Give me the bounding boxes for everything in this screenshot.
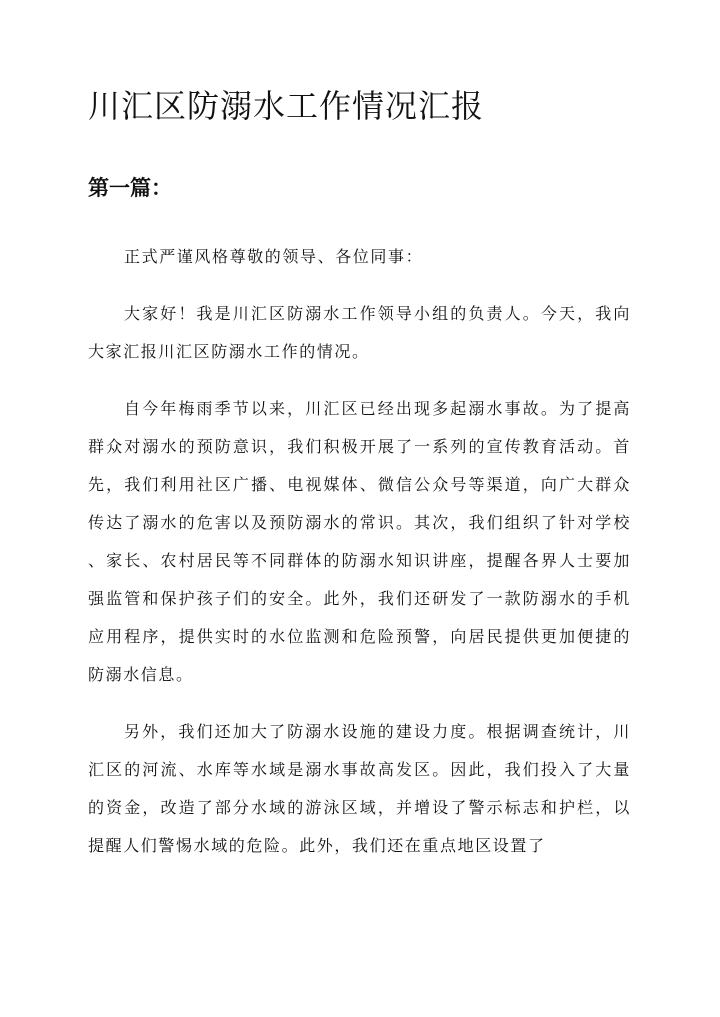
body-paragraph: 大家好！我是川汇区防溺水工作领导小组的负责人。今天，我向大家汇报川汇区防溺水工作的情况。 [88, 304, 631, 361]
body-paragraph: 自今年梅雨季节以来，川汇区已经出现多起溺水事故。为了提高群众对溺水的预防意识，我们积极开展了一系列的宣传教育活动。首先，我们利用社区广播、电视媒体、微信公众号等渠道，向广大群众传达了溺水的危害以及预防溺水的常识。其次，我们组织了针对学校、家长、农村居民等不同群体的防溺水知识讲座，提醒各界人士要加强监管和保护孩子们的安全。此外，我们还研发了一款防溺水的手机应用程序，提供实时的水位监测和危险预警，向居民提供更加便捷的防溺水信息。 [88, 399, 631, 684]
document-body [88, 238, 631, 884]
document-title: 川汇区防溺水工作情况汇报 [88, 87, 485, 125]
salutation-paragraph: 正式严谨风格尊敬的领导、各位同事： [124, 247, 424, 266]
body-paragraph: 另外，我们还加大了防溺水设施的建设力度。根据调查统计，川汇区的河流、水库等水域是溺水事故高发区。因此，我们投入了大量的资金，改造了部分水域的游泳区域，并增设了警示标志和护栏，以提醒人们警惕水域的危险。此外，我们还在重点地区设置了 [88, 722, 631, 855]
section-heading: 第一篇： [88, 175, 172, 200]
